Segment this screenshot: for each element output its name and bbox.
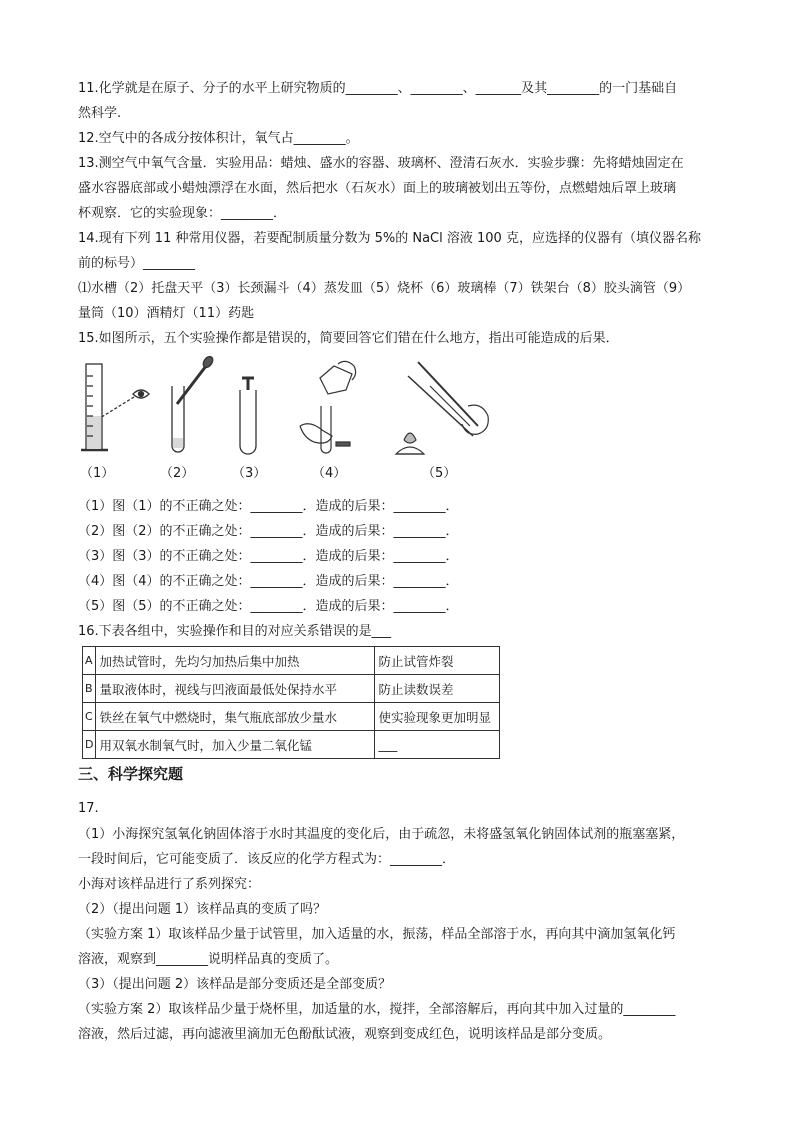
row-key: D [83, 731, 96, 759]
dropper-figure [172, 356, 215, 452]
figure-label-2: （2） [160, 466, 195, 481]
table-row [83, 731, 500, 759]
figure-label-5: （5） [422, 466, 457, 481]
figure-label-3: （3） [232, 466, 267, 481]
q17-part1-line-1: （1）小海探究氢氧化钠固体溶于水时其温度的变化后，由于疏忽，未将盛氢氧化钠固体试剂的瓶塞塞紧， [78, 827, 685, 842]
row-operation: 铁丝在氧气中燃烧时，集气瓶底部放少量水 [96, 703, 375, 731]
q13-line-3: 杯观察．它的实验现象：________． [78, 206, 287, 221]
row-purpose: ___ [375, 731, 500, 759]
q13-line-2: 盛水容器底部或小蜡烛漂浮在水面，然后把水（石灰水）面上的玻璃被划出五等份，点燃蜡烛后罩上玻璃 [78, 181, 677, 196]
row-operation: 量取液体时，视线与凹液面最低处保持水平 [96, 675, 375, 703]
row-key: C [83, 703, 96, 731]
stoppered-test-tube-figure [240, 378, 256, 454]
row-purpose: 防止读数误差 [375, 675, 500, 703]
q17-number: 17. [78, 801, 99, 816]
q13-line-1: 13.测空气中氧气含量．实验用品：蜡烛、盛水的容器、玻璃杯、澄清石灰水．实验步骤：先将蜡烛固定在 [78, 156, 684, 171]
heating-test-tube-figure [396, 362, 488, 454]
row-operation: 用双氧水制氧气时，加入少量二氧化锰 [96, 731, 375, 759]
q15-answer-5: （5）图（5）的不正确之处：________．造成的后果：________． [78, 599, 459, 614]
row-operation: 加热试管时，先均匀加热后集中加热 [96, 647, 375, 675]
row-key: B [83, 675, 96, 703]
q16-table [82, 646, 500, 759]
q14-line-1: 14.现有下列 11 种常用仪器，若要配制质量分数为 5%的 NaCl 溶液 100 克，应选择的仪器有（填仪器名称 [78, 231, 701, 246]
table-row [83, 647, 500, 675]
table-row [83, 703, 500, 731]
q15-answer-4: （4）图（4）的不正确之处：________．造成的后果：________． [78, 574, 459, 589]
q15-answer-2: （2）图（2）的不正确之处：________．造成的后果：________． [78, 524, 459, 539]
q14-line-4: 量筒（10）酒精灯（11）药匙 [78, 306, 255, 321]
row-key: A [83, 647, 96, 675]
figure-label-1: （1） [80, 466, 115, 481]
lab-illustrations [78, 356, 498, 466]
q17-part1-line-2: 一段时间后，它可能变质了．该反应的化学方程式为：________． [78, 852, 456, 867]
graduated-cylinder-figure [81, 364, 149, 450]
row-purpose: 防止试管炸裂 [375, 647, 500, 675]
q17-part2-line-2: 溶液，观察到________说明样品真的变质了。 [78, 952, 339, 967]
row-purpose: 使实验现象更加明显 [375, 703, 500, 731]
pouring-reagent-figure [300, 361, 356, 453]
q17-part3-line-1: （实验方案 2）取该样品少量于烧杯里，加适量的水，搅拌，全部溶解后，再向其中加入过量的________ [78, 1002, 676, 1017]
q17-part2-line-1: （实验方案 1）取该样品少量于试管里，加入适量的水，振荡，样品全部溶于水，再向其中滴加氢氧化钙 [78, 927, 676, 942]
q11-line-2: 然科学. [78, 106, 122, 121]
q11-line-1: 11.化学就是在原子、分子的水平上研究物质的________、________、_______及其________的一门基础自 [78, 81, 678, 96]
q17-part3-question: （3）（提出问题 2）该样品是部分变质还是全部变质？ [78, 977, 392, 992]
section-title: 三、科学探究题 [78, 765, 184, 783]
q15-line: 15.如图所示，五个实验操作都是错误的，简要回答它们错在什么地方，指出可能造成的后果． [78, 331, 619, 346]
q14-line-3: ⑴水槽（2）托盘天平（3）长颈漏斗（4）蒸发皿（5）烧杯（6）玻璃棒（7）铁架台（8）胶头滴管（9） [78, 281, 691, 296]
q17-part2-question: （2）（提出问题 1）该样品真的变质了吗？ [78, 902, 327, 917]
q14-line-2: 前的标号）________ [78, 256, 196, 271]
q17-part3-line-2: 溶液，然后过滤，再向滤液里滴加无色酚酞试液，观察到变成红色，说明该样品是部分变质。 [78, 1027, 612, 1042]
q12-line: 12.空气中的各成分按体积计，氧气占________。 [78, 131, 359, 146]
q17-intro: 小海对该样品进行了系列探究： [78, 877, 261, 892]
table-row [83, 675, 500, 703]
q15-answer-3: （3）图（3）的不正确之处：________．造成的后果：________． [78, 549, 459, 564]
figure-label-4: （4） [312, 466, 347, 481]
q15-answer-1: （1）图（1）的不正确之处：________．造成的后果：________． [78, 499, 459, 514]
q16-line: 16.下表各组中，实验操作和目的对应关系错误的是___ [78, 624, 392, 639]
